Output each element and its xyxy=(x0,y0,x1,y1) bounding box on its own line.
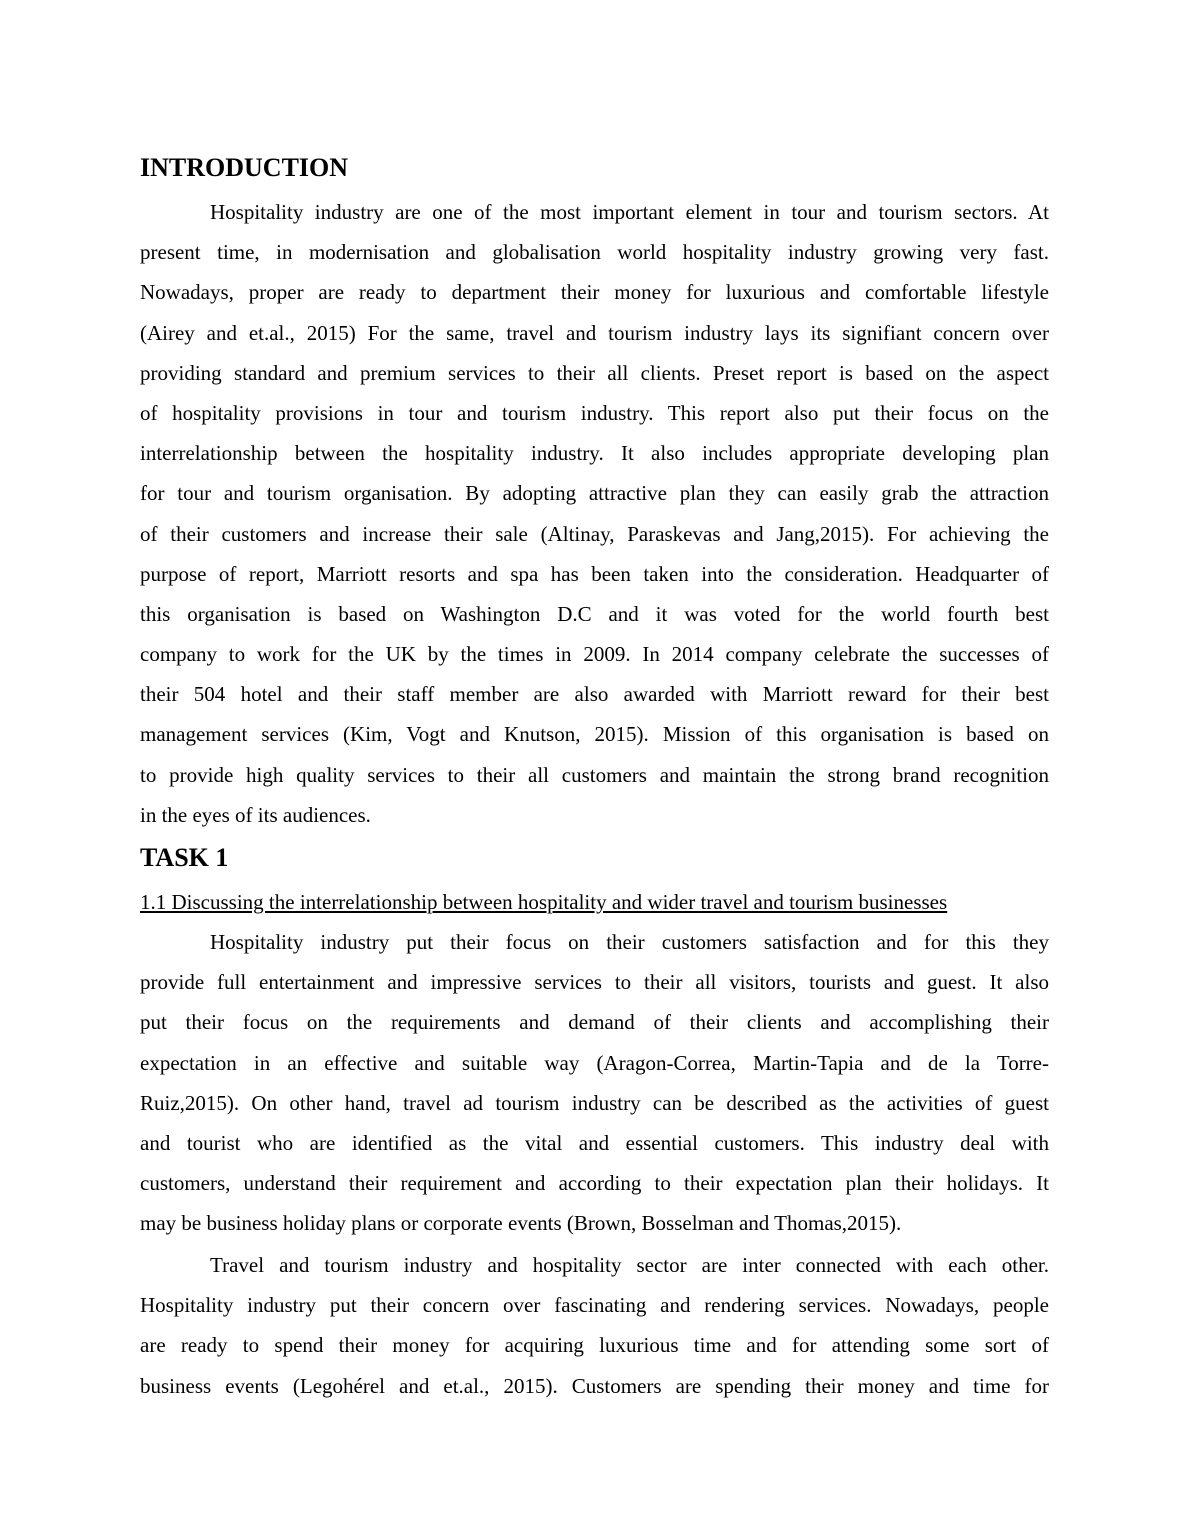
text-line: expectation in an effective and suitable way (Aragon-Correa, Martin-Tapia and de la Torre- xyxy=(140,1050,1049,1075)
text-line: Hospitality industry put their concern over fascinating and rendering services. Nowadays, people xyxy=(140,1293,1049,1318)
text-line: interrelationship between the hospitality industry. It also includes appropriate developing plan xyxy=(140,441,1049,466)
intro-heading: INTRODUCTION xyxy=(140,153,349,182)
text-line: Hospitality industry put their focus on their customers satisfaction and for this they xyxy=(210,930,1049,954)
task1-paragraph-2 xyxy=(140,1245,1049,1406)
text-line: and tourist who are identified as the vital and essential customers. This industry deal with xyxy=(140,1130,1049,1155)
text-line: are ready to spend their money for acquiring luxurious time and for attending some sort of xyxy=(140,1333,1049,1358)
text-line: company to work for the UK by the times in 2009. In 2014 company celebrate the successes of xyxy=(140,642,1049,667)
text-line: (Airey and et.al., 2015) For the same, travel and tourism industry lays its signifiant concern over xyxy=(140,320,1049,345)
task1-heading: TASK 1 xyxy=(140,843,229,872)
intro-paragraph xyxy=(140,192,1049,835)
text-line: Ruiz,2015). On other hand, travel ad tourism industry can be described as the activities of guest xyxy=(140,1090,1049,1115)
text-line: of their customers and increase their sale (Altinay, Paraskevas and Jang,2015). For achieving the xyxy=(140,521,1049,546)
text-line: business events (Legohérel and et.al., 2015). Customers are spending their money and time for xyxy=(140,1373,1049,1398)
text-line: this organisation is based on Washington D.C and it was voted for the world fourth best xyxy=(140,601,1049,626)
text-line: provide full entertainment and impressive services to their all visitors, tourists and guest. It also xyxy=(140,970,1049,995)
text-line: management services (Kim, Vogt and Knutson, 2015). Mission of this organisation is based on xyxy=(140,722,1049,747)
text-line: in the eyes of its audiences. xyxy=(140,802,371,827)
text-line: Travel and tourism industry and hospitality sector are inter connected with each other. xyxy=(210,1253,1049,1277)
text-line: their 504 hotel and their staff member are also awarded with Marriott reward for their best xyxy=(140,682,1049,707)
text-line: of hospitality provisions in tour and tourism industry. This report also put their focus on the xyxy=(140,400,1049,425)
task1-paragraph-1 xyxy=(140,922,1049,1244)
text-line: providing standard and premium services to their all clients. Preset report is based on the aspect xyxy=(140,360,1049,385)
text-line: present time, in modernisation and globalisation world hospitality industry growing very fast. xyxy=(140,240,1049,265)
text-line: may be business holiday plans or corporate events (Brown, Bosselman and Thomas,2015). xyxy=(140,1211,902,1236)
text-line: customers, understand their requirement and according to their expectation plan their holidays. It xyxy=(140,1171,1049,1196)
text-line: Nowadays, proper are ready to department their money for luxurious and comfortable lifestyle xyxy=(140,280,1049,305)
task1-subheading: 1.1 Discussing the interrelationship between hospitality and wider travel and tourism businesses xyxy=(140,890,948,914)
text-line: put their focus on the requirements and demand of their clients and accomplishing their xyxy=(140,1010,1049,1035)
text-line: for tour and tourism organisation. By adopting attractive plan they can easily grab the attraction xyxy=(140,481,1049,506)
text-line: Hospitality industry are one of the most important element in tour and tourism sectors. At xyxy=(210,200,1049,224)
text-line: purpose of report, Marriott resorts and spa has been taken into the consideration. Headquarter of xyxy=(140,561,1049,586)
text-line: to provide high quality services to their all customers and maintain the strong brand recognition xyxy=(140,762,1049,787)
